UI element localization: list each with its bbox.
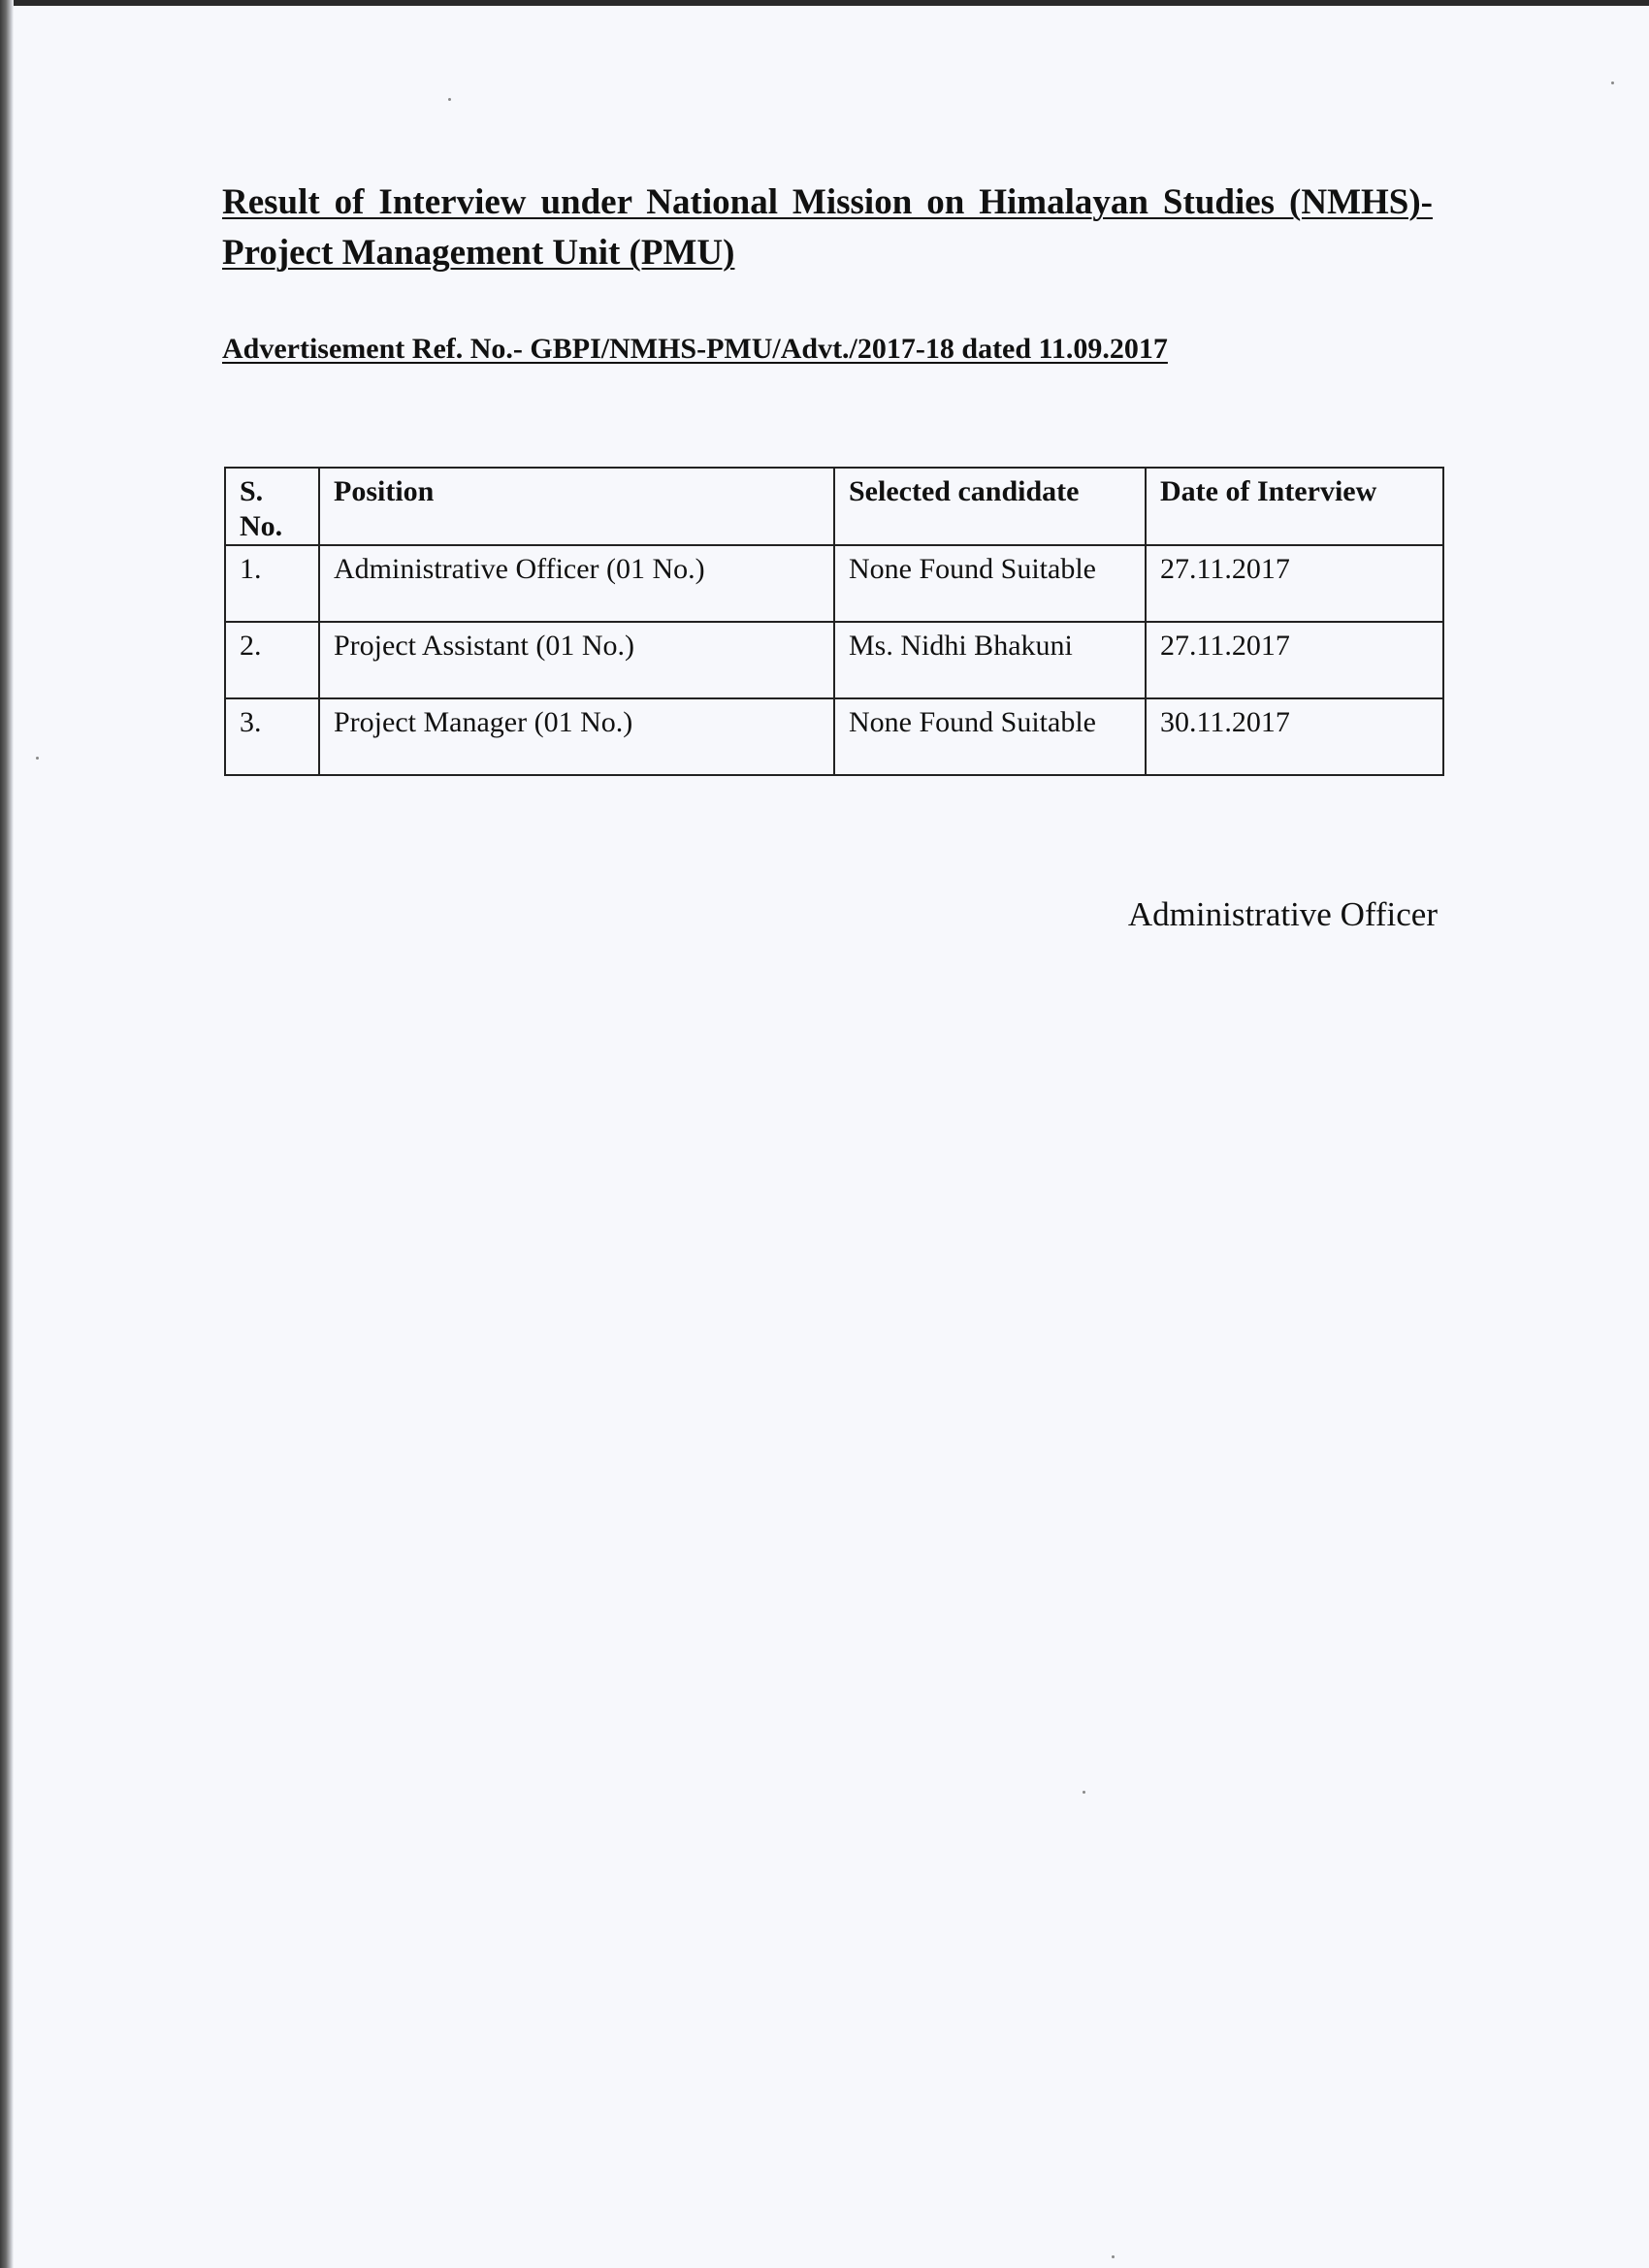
table-header <box>225 468 1443 545</box>
signatory-designation: Administrative Officer <box>1127 895 1438 933</box>
cell-selected-candidate: None Found Suitable <box>834 545 1146 622</box>
header-date-of-interview: Date of Interview <box>1146 468 1443 545</box>
cell-date-of-interview: 27.11.2017 <box>1146 545 1443 622</box>
advertisement-reference: Advertisement Ref. No.- GBPI/NMHS-PMU/Advt./2017-18 dated 11.09.2017 <box>222 333 1168 365</box>
scan-speck <box>1083 1791 1085 1794</box>
cell-serial-number: 3. <box>225 698 319 775</box>
cell-date-of-interview: 30.11.2017 <box>1146 698 1443 775</box>
header-selected-candidate: Selected candidate <box>834 468 1146 545</box>
scan-top-edge <box>0 0 1649 6</box>
cell-position: Administrative Officer (01 No.) <box>319 545 834 622</box>
cell-date-of-interview: 27.11.2017 <box>1146 622 1443 698</box>
cell-position: Project Assistant (01 No.) <box>319 622 834 698</box>
document-title: Result of Interview under National Mission on Himalayan Studies (NMHS)-Project Management Unit (PMU) <box>222 182 1433 273</box>
interview-results-table <box>224 467 1444 776</box>
table-header-row <box>225 468 1443 545</box>
header-serial-number: S. No. <box>225 468 319 545</box>
cell-position: Project Manager (01 No.) <box>319 698 834 775</box>
cell-selected-candidate: Ms. Nidhi Bhakuni <box>834 622 1146 698</box>
scan-speck <box>1611 81 1614 84</box>
table-row <box>225 545 1443 622</box>
scan-speck <box>448 98 451 101</box>
scan-speck <box>36 757 39 760</box>
scan-left-edge <box>0 0 14 2268</box>
table-row <box>225 698 1443 775</box>
cell-serial-number: 1. <box>225 545 319 622</box>
table-body <box>225 545 1443 775</box>
scan-speck <box>1112 2255 1115 2258</box>
cell-selected-candidate: None Found Suitable <box>834 698 1146 775</box>
header-position: Position <box>319 468 834 545</box>
table-row <box>225 622 1443 698</box>
cell-serial-number: 2. <box>225 622 319 698</box>
